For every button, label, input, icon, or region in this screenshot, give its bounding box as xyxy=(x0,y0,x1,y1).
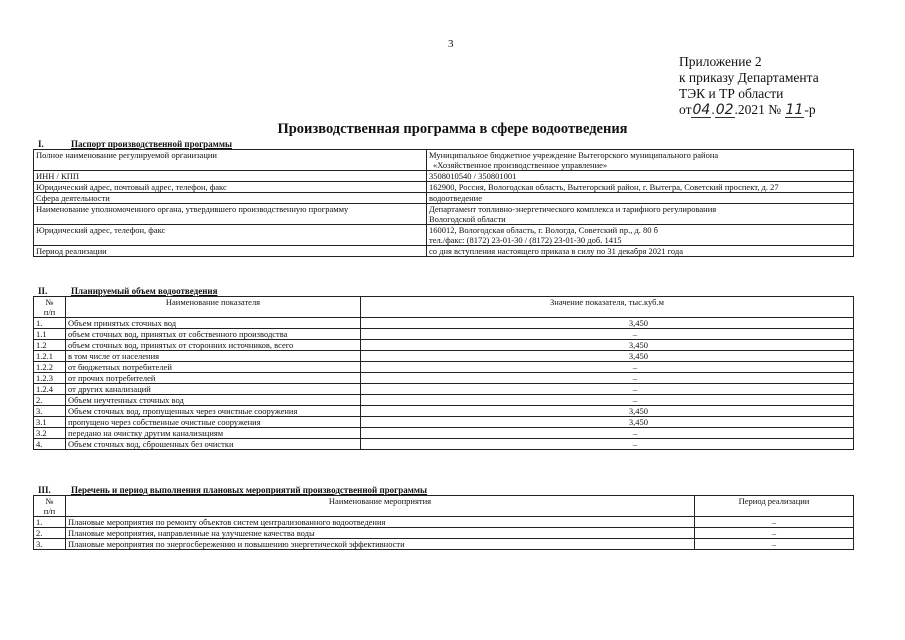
section-3-title: Перечень и период выполнения плановых мероприятий производственной программы xyxy=(71,485,428,495)
section-2-heading xyxy=(38,286,217,296)
passport-label: Полное наименование регулируемой организации xyxy=(34,150,427,171)
volume-row xyxy=(34,395,854,406)
row-number: 3.1 xyxy=(34,417,66,428)
passport-label: Наименование уполномоченного органа, утвердившего производственную программу xyxy=(34,204,427,225)
volume-row xyxy=(34,318,854,329)
volume-row xyxy=(34,351,854,362)
indicator-value xyxy=(361,318,854,329)
volume-row xyxy=(34,439,854,450)
section-1-title: Паспорт производственной программы xyxy=(71,139,232,149)
indicator-value xyxy=(361,340,854,351)
indicator-value xyxy=(361,439,854,450)
indicator-name: передано на очистку другим канализациям xyxy=(66,428,361,439)
measures-table xyxy=(33,495,854,550)
row-number: 3. xyxy=(34,539,66,550)
measure-name: Плановые мероприятия, направленные на улучшение качества воды xyxy=(66,528,695,539)
passport-value-line: 162900, Россия, Вологодская область, Вытегорский район, г. Вытегра, Советский проспект, д. 27 xyxy=(429,182,779,192)
appendix-line-3: ТЭК и ТР области xyxy=(679,86,784,101)
passport-value-line: водоотведение xyxy=(429,193,482,203)
indicator-value-text: 3,450 xyxy=(628,417,648,427)
section-1-heading xyxy=(38,139,232,149)
indicator-value xyxy=(361,329,854,340)
indicator-value-text: – xyxy=(632,439,638,449)
indicator-value-text: – xyxy=(632,428,638,438)
row-number: 1.2 xyxy=(34,340,66,351)
date-separator: . xyxy=(711,102,715,117)
section-2-title: Планируемый объем водоотведения xyxy=(71,286,218,296)
col-number-header: № п/п xyxy=(34,297,66,318)
indicator-value xyxy=(361,417,854,428)
section-3-number: III. xyxy=(38,485,51,495)
section-1-number: I. xyxy=(38,139,44,149)
row-number: 2. xyxy=(34,528,66,539)
indicator-value xyxy=(361,395,854,406)
passport-value-line: Департамент топливно-энергетического комплекса и тарифного регулирования xyxy=(429,204,717,214)
appendix-line-1: Приложение 2 xyxy=(679,54,762,69)
page-number: 3 xyxy=(448,38,454,50)
row-number: 1. xyxy=(34,318,66,329)
passport-label: Юридический адрес, телефон, факс xyxy=(34,225,427,246)
row-number: 1.2.4 xyxy=(34,384,66,395)
volume-row xyxy=(34,384,854,395)
passport-row xyxy=(34,182,854,193)
row-number: 1.2.3 xyxy=(34,373,66,384)
volume-row xyxy=(34,417,854,428)
indicator-value-text: – xyxy=(632,329,638,339)
indicator-value xyxy=(361,384,854,395)
indicator-name: объем сточных вод, принятых от собственного производства xyxy=(66,329,361,340)
appendix-line-2: к приказу Департамента xyxy=(679,70,819,85)
measure-row xyxy=(34,528,854,539)
date-day-handwritten: 04 xyxy=(692,102,711,118)
passport-value-line-2: тел./факс: (8172) 23-01-30 / (8172) 23-01-30 доб. 1415 xyxy=(429,235,622,245)
indicator-value-text: – xyxy=(632,362,638,372)
row-number: 1. xyxy=(34,517,66,528)
passport-row xyxy=(34,193,854,204)
indicator-name: объем сточных вод, принятых от сторонних источников, всего xyxy=(66,340,361,351)
passport-label: Сфера деятельности xyxy=(34,193,427,204)
section-3-heading xyxy=(38,485,427,495)
indicator-value xyxy=(361,351,854,362)
passport-value-line-2: Вологодской области xyxy=(429,214,506,224)
indicator-name: от бюджетных потребителей xyxy=(66,362,361,373)
date-year: .2021 № xyxy=(734,102,782,117)
passport-value-line: Муниципальное бюджетное учреждение Вытегорского муниципального района xyxy=(429,150,719,160)
appendix-date-line xyxy=(679,102,819,118)
passport-row xyxy=(34,150,854,171)
volume-table-header xyxy=(34,297,854,318)
row-number: 1.2.1 xyxy=(34,351,66,362)
indicator-value xyxy=(361,362,854,373)
measure-row xyxy=(34,539,854,550)
section-2-number: II. xyxy=(38,286,48,296)
row-number: 4. xyxy=(34,439,66,450)
order-number-handwritten: 11 xyxy=(785,102,804,118)
volume-row xyxy=(34,329,854,340)
passport-value xyxy=(427,150,854,171)
indicator-value-text: 3,450 xyxy=(628,318,648,328)
col-name-header: Наименование показателя xyxy=(66,297,361,318)
indicator-value-text: 3,450 xyxy=(628,340,648,350)
passport-row xyxy=(34,204,854,225)
date-prefix: от xyxy=(679,102,692,117)
measure-period: – xyxy=(695,517,854,528)
passport-label: Юридический адрес, почтовый адрес, телефон, факс xyxy=(34,182,427,193)
indicator-value-text: 3,450 xyxy=(628,351,648,361)
indicator-name: от других канализаций xyxy=(66,384,361,395)
passport-row xyxy=(34,246,854,257)
appendix-block xyxy=(679,54,819,118)
indicator-name: Объем неучтенных сточных вод xyxy=(66,395,361,406)
passport-label: ИНН / КПП xyxy=(34,171,427,182)
measure-row xyxy=(34,517,854,528)
measure-name: Плановые мероприятия по энергосбережению и повышению энергетической эффективности xyxy=(66,539,695,550)
indicator-value-text: – xyxy=(632,384,638,394)
col-number-header: № п/п xyxy=(34,496,66,517)
measure-period: – xyxy=(695,528,854,539)
row-number: 1.1 xyxy=(34,329,66,340)
volume-row xyxy=(34,340,854,351)
measure-period: – xyxy=(695,539,854,550)
passport-row xyxy=(34,225,854,246)
measure-name: Плановые мероприятия по ремонту объектов систем централизованного водоотведения xyxy=(66,517,695,528)
volume-table xyxy=(33,296,854,450)
order-suffix: -р xyxy=(804,102,816,117)
date-month-handwritten: 02 xyxy=(715,102,734,118)
volume-row xyxy=(34,428,854,439)
indicator-value xyxy=(361,373,854,384)
volume-row xyxy=(34,373,854,384)
document-title: Производственная программа в сфере водоотведения xyxy=(277,121,628,137)
passport-value xyxy=(427,193,854,204)
passport-value xyxy=(427,225,854,246)
volume-row xyxy=(34,406,854,417)
indicator-name: Объем принятых сточных вод xyxy=(66,318,361,329)
indicator-name: Объем сточных вод, пропущенных через очистные сооружения xyxy=(66,406,361,417)
row-number: 2. xyxy=(34,395,66,406)
measures-table-header xyxy=(34,496,854,517)
indicator-name: в том числе от населения xyxy=(66,351,361,362)
passport-value xyxy=(427,246,854,257)
row-number: 3.2 xyxy=(34,428,66,439)
indicator-name: пропущено через собственные очистные сооружения xyxy=(66,417,361,428)
passport-value xyxy=(427,204,854,225)
passport-value xyxy=(427,171,854,182)
indicator-value-text: – xyxy=(632,395,638,405)
row-number: 1.2.2 xyxy=(34,362,66,373)
passport-value-line-2: «Хозяйственное производственное управление» xyxy=(433,160,608,170)
indicator-value-text: 3,450 xyxy=(628,406,648,416)
indicator-value xyxy=(361,428,854,439)
col-period-header: Период реализации xyxy=(695,496,854,517)
passport-value-line: 160012, Вологодская область, г. Вологда, Советский пр., д. 80 б xyxy=(429,225,659,235)
passport-value-line: со дня вступления настоящего приказа в силу по 31 декабря 2021 года xyxy=(429,246,683,256)
indicator-name: Объем сточных вод, сброшенных без очистки xyxy=(66,439,361,450)
passport-row xyxy=(34,171,854,182)
passport-table xyxy=(33,149,854,257)
indicator-name: от прочих потребителей xyxy=(66,373,361,384)
volume-row xyxy=(34,362,854,373)
col-measure-header: Наименование мероприятия xyxy=(66,496,695,517)
col-value-header: Значение показателя, тыс.куб.м xyxy=(361,297,854,318)
indicator-value xyxy=(361,406,854,417)
passport-value xyxy=(427,182,854,193)
indicator-value-text: – xyxy=(632,373,638,383)
row-number: 3. xyxy=(34,406,66,417)
passport-value-line: 3508010540 / 350801001 xyxy=(429,171,517,181)
passport-label: Период реализации xyxy=(34,246,427,257)
